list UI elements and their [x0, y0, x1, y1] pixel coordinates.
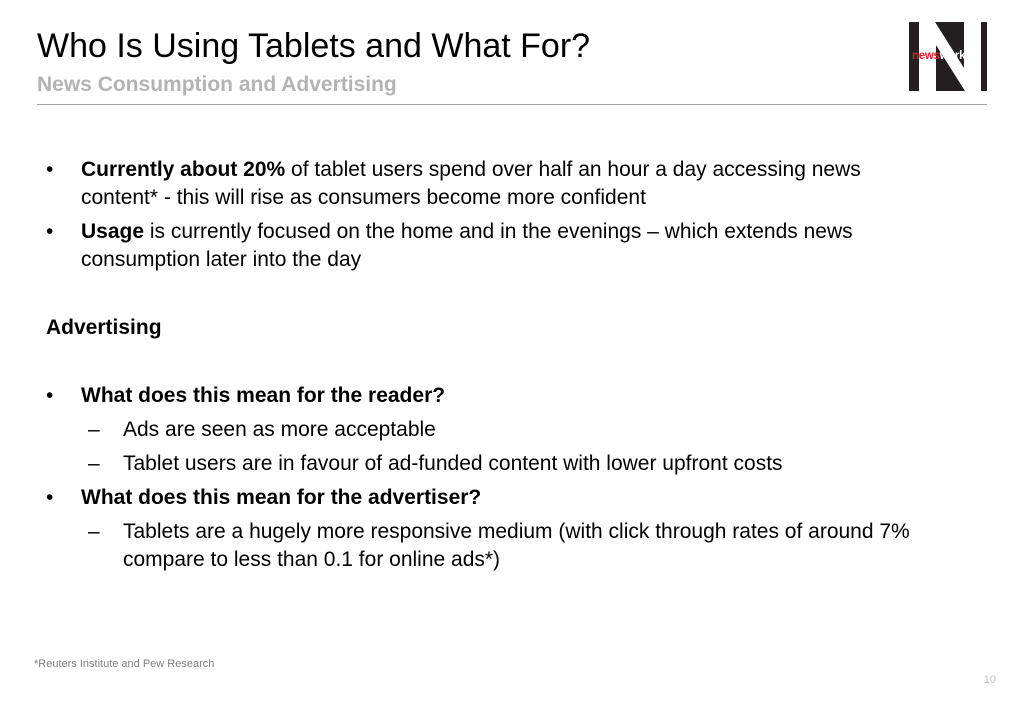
sub-item-advertiser-point: Tablets are a hugely more responsive medium (with click through rates of around 7% compare to less than 0.1 for online ads*) — [123, 520, 910, 571]
bullet-item-tablet-usage: Currently about 20% of tablet users spend over half an hour a day accessing news content* - this will rise as consumers become more confident — [81, 158, 861, 209]
bullet-marker: • — [46, 384, 54, 407]
bullet-marker: • — [46, 486, 54, 509]
footnote-source: *Reuters Institute and Pew Research — [34, 658, 215, 670]
bullet-item-usage-location: Usage is currently focused on the home and in the evenings – which extends news consumption later into the day — [81, 220, 853, 271]
dash-marker: – — [88, 520, 100, 543]
sub-item-reader-point: Ads are seen as more acceptable — [123, 418, 436, 441]
section-heading-advertising: Advertising — [46, 316, 162, 339]
bullet-marker: • — [46, 158, 54, 181]
dash-marker: – — [88, 452, 100, 475]
page-number: 10 — [983, 674, 996, 686]
sub-item-reader-point: Tablet users are in favour of ad-funded content with lower upfront costs — [123, 452, 783, 475]
logo-wordmark: newsworks — [912, 50, 972, 62]
dash-marker: – — [88, 418, 100, 441]
bullet-item-advertiser-question: What does this mean for the advertiser? — [81, 486, 482, 509]
bullet-marker: • — [46, 220, 54, 243]
slide-subtitle: News Consumption and Advertising — [37, 73, 397, 96]
bullet-item-reader-question: What does this mean for the reader? — [81, 384, 446, 407]
slide-title: Who Is Using Tablets and What For? — [37, 27, 591, 65]
